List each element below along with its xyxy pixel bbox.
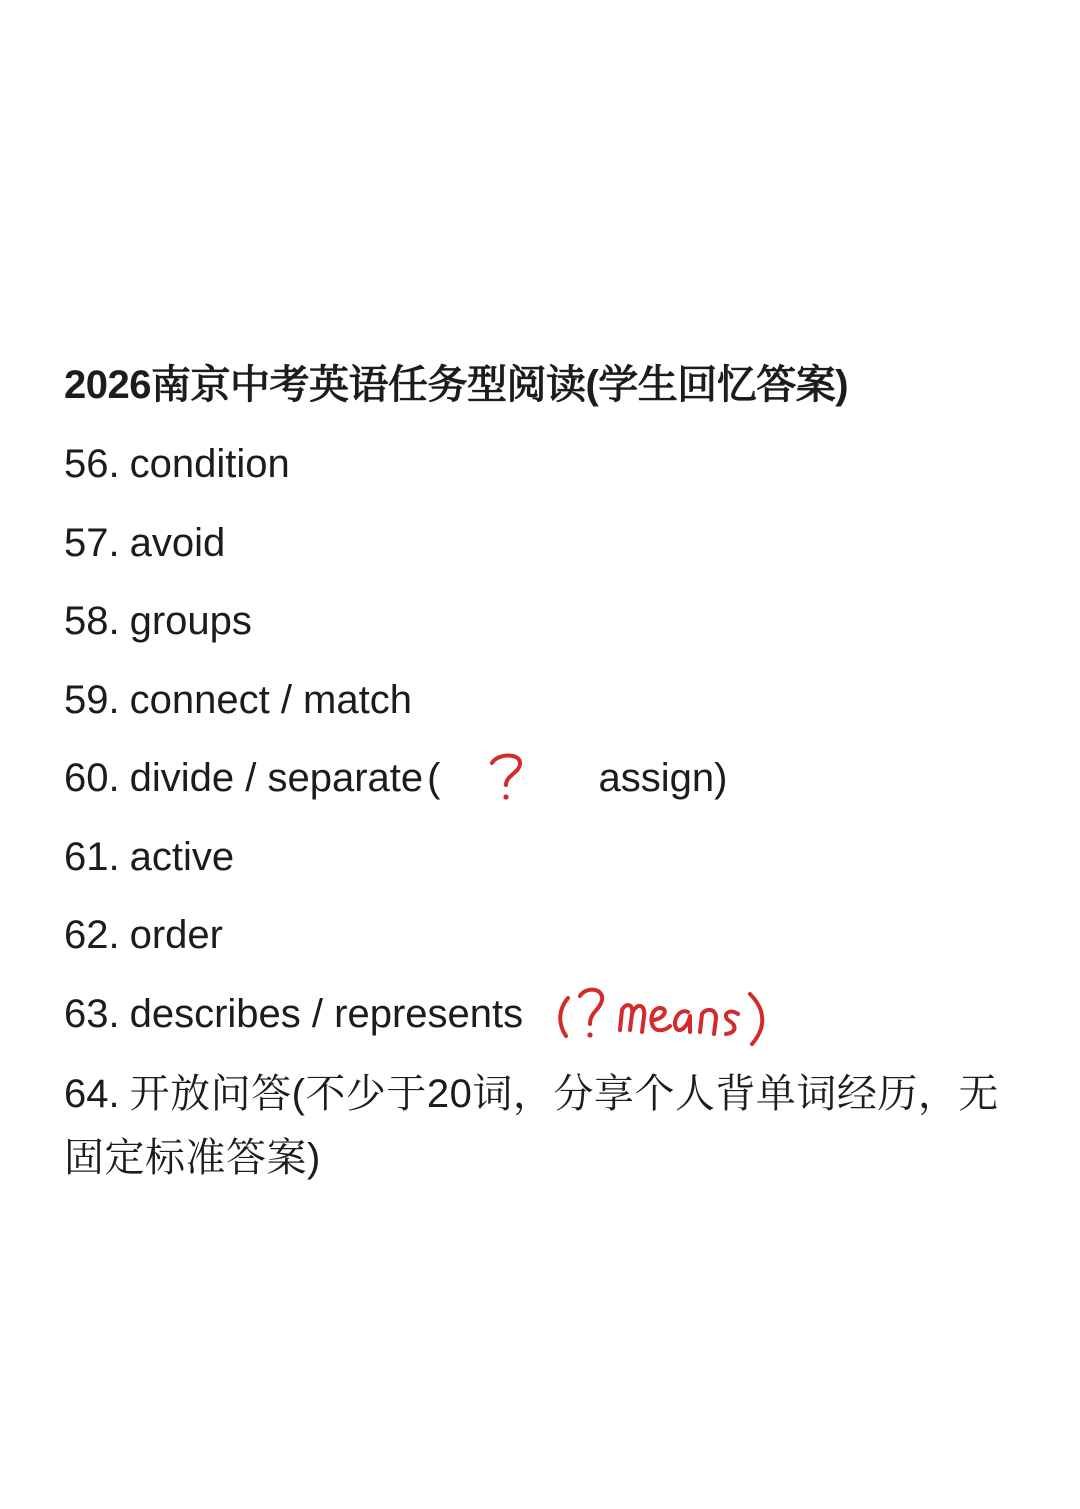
answer-item-56: [64, 434, 1024, 513]
answer-list: [64, 434, 1024, 1190]
answer-number: 63.: [64, 991, 120, 1036]
answer-number: 64.: [64, 1072, 120, 1116]
answer-number: 57.: [64, 520, 120, 565]
handwritten-question-mark: [480, 751, 570, 801]
answer-number: 59.: [64, 677, 120, 722]
answer-item-61: [64, 827, 1024, 906]
answer-item-60: [64, 748, 1024, 827]
answer-number: 56.: [64, 442, 120, 486]
answer-number: 60.: [64, 756, 120, 800]
alternative-answer: assign: [598, 756, 715, 800]
answer-item-62: [64, 905, 1024, 984]
page-title: 2026南京中考英语任务型阅读(学生回忆答案): [64, 363, 849, 407]
answer-text: condition: [129, 442, 290, 486]
answer-item-58: [64, 591, 1024, 670]
answer-number: 58.: [64, 599, 120, 643]
answer-number: 61.: [64, 834, 120, 879]
answer-item-63: [64, 984, 1024, 1063]
answer-text: active: [129, 834, 235, 879]
answer-text: groups: [129, 599, 252, 643]
answer-item-59: [64, 670, 1024, 749]
paren-close: ): [714, 756, 728, 800]
answer-item-57: [64, 513, 1024, 592]
answer-text: describes / represents: [129, 991, 524, 1036]
handwritten-note-means: [554, 980, 774, 1048]
answer-text: order: [129, 913, 223, 957]
answer-text: avoid: [129, 520, 226, 565]
answer-text: 开放问答(不少于20词，分享个人背单词经历，无固定标准答案): [64, 1072, 999, 1180]
answer-number: 62.: [64, 913, 120, 957]
answer-item-64: [64, 1062, 1004, 1190]
answer-text: divide / separate: [129, 756, 424, 800]
paren-open: (: [427, 756, 441, 800]
answer-text: connect / match: [129, 677, 412, 722]
